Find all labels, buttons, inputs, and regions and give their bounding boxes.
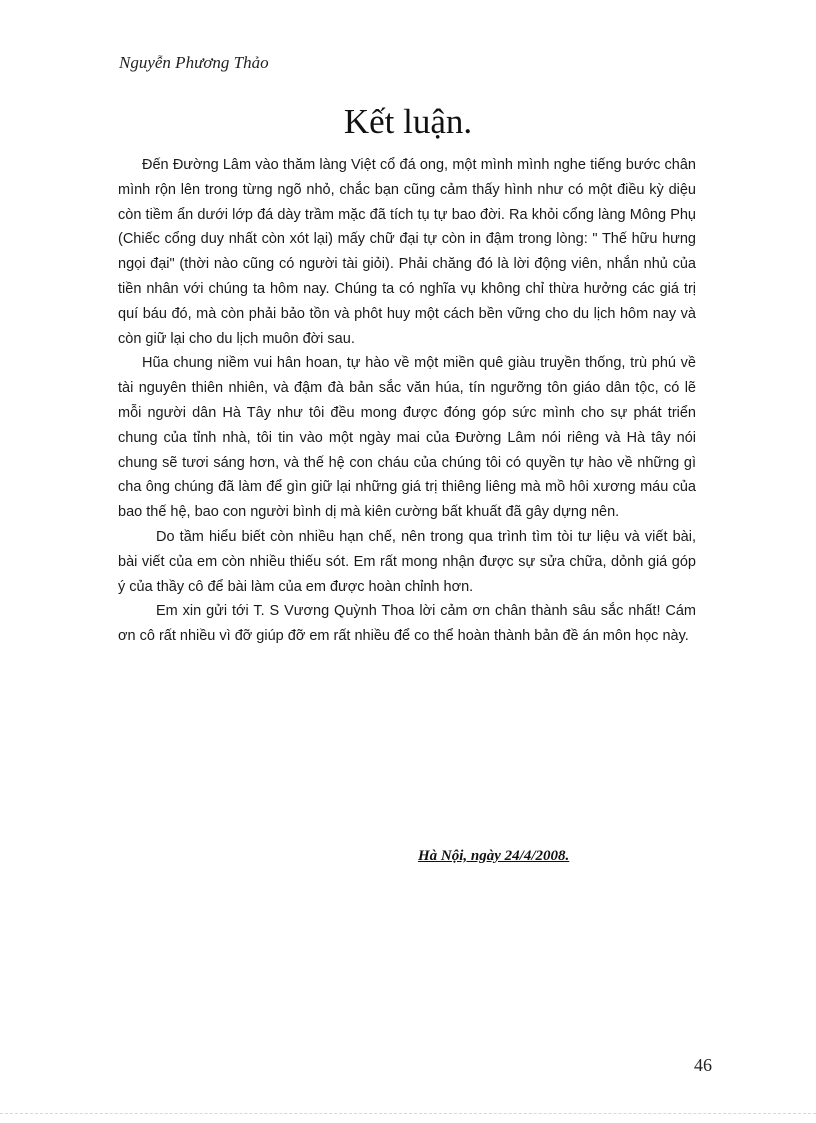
paragraph-pride: Hũa chung niềm vui hân hoan, tự hào về một miền quê giàu truyền thống, trù phú về tài nguyên thiên nhiên, và đậm đà bản sắc văn húa, tín ngưỡng tôn giáo dân tộc, có lẽ mỗi người dân Hà Tây như tôi đều mong được đóng góp sức mình cho sự phát triển chung của tỉnh nhà, tôi tin vào một ngày mai của Đường Lâm nói riêng và Hà tây nói chung sẽ tươi sáng hơn, và thế hệ con cháu của chúng tôi có quyền tự hào về những gì cha ông chúng đã làm để gìn giữ lại những giá trị thiêng liêng mà mồ hôi xương máu của bao thế hệ, bao con người bình dị mà kiên cường bất khuất đã gây dựng nên. — [118, 355, 696, 521]
author-name: Nguyễn Phương Thảo — [119, 53, 269, 72]
paragraph-limitations: Do tầm hiểu biết còn nhiều hạn chế, nên trong qua trình tìm tòi tư liệu và viết bài, bài viết của em còn nhiều thiếu sót. Em rất mong nhận được sự sửa chữa, dỏnh giá góp ý của thầy cô để bài làm của em được hoàn chỉnh hơn. — [118, 528, 696, 595]
paragraph-intro: Đến Đường Lâm vào thăm làng Việt cổ đá ong, một mình mình nghe tiếng bước chân mình rộn lên trong từng ngõ nhỏ, chắc bạn cũng cảm thấy hình như có một điều kỳ diệu còn tiềm ẩn dưới lớp đá dày trầm mặc đã tích tụ tự bao đời. Ra khỏi cổng làng Mông Phụ (Chiếc cổng duy nhất còn xót lại) mấy chữ đại tự còn in đậm trong lòng: " Thế hữu hưng ngọi đại" (thời nào cũng có người tài giỏi). Phải chăng đó là lời động viên, nhắn nhủ của tiền nhân với chúng ta hôm nay. Chúng ta có nghĩa vụ không chỉ thừa hưởng các giá trị quí báu đó, mà còn phải bảo tồn và phôt huy một cách bền vững cho du lịch hôm nay và còn giữ lại cho du lịch muôn đời sau. — [118, 157, 696, 347]
paragraph-thanks: Em xin gửi tới T. S Vương Quỳnh Thoa lời cảm ơn chân thành sâu sắc nhất! Cám ơn cô rất nhiều vì đỡ giúp đỡ em rất nhiều để co thể hoàn thành bản đề án môn học này. — [118, 603, 696, 645]
page-number: 46 — [694, 1055, 712, 1075]
document-body — [118, 153, 696, 649]
page-title: Kết luận. — [343, 102, 473, 141]
page-bottom-divider — [0, 1113, 816, 1114]
signature-date: Hà Nội, ngày 24/4/2008. — [418, 848, 570, 864]
